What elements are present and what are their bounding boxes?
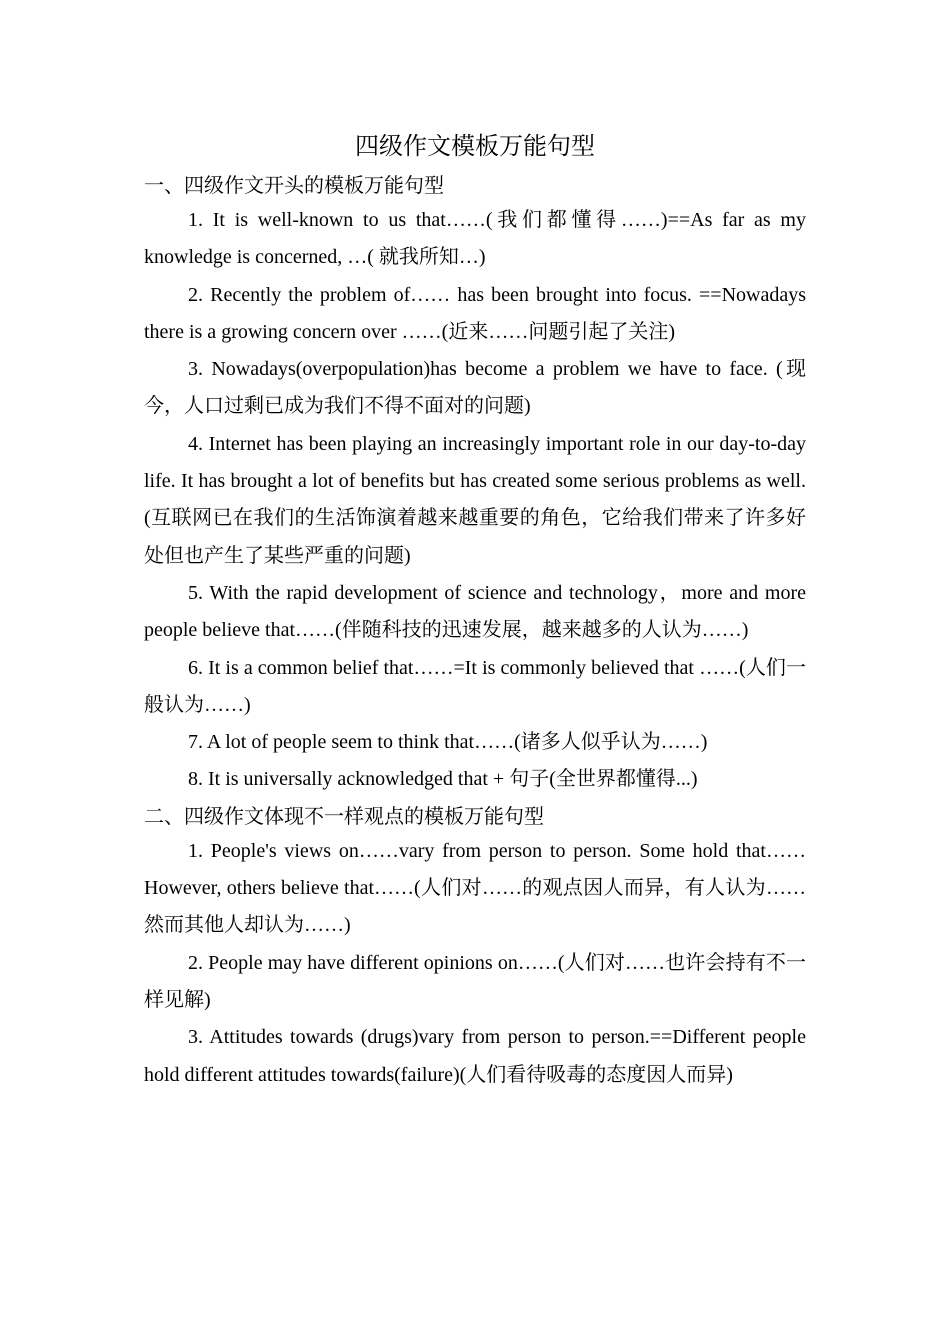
section-heading-opening: 一、四级作文开头的模板万能句型 [144,173,444,197]
document-page [144,130,806,1094]
sentence-item: 4. Internet has been playing an increasingly important role in our day-to-day life. It has brought a lot of benefits but has created some serious problems as well.(互联网已在我们的生活饰演着越来越重要的角色，它给我们带来了许多好处但也产生了某些严重的问题) [144,432,806,567]
document-title: 四级作文模板万能句型 [355,134,595,160]
sentence-item: 3. Nowadays(overpopulation)has become a problem we have to face. (现今，人口过剩已成为我们不得不面对的问题) [144,358,806,418]
sentence-item: 6. It is a common belief that……=It is commonly believed that ……(人们一般认为……) [144,656,806,716]
section-heading-different-views: 二、四级作文体现不一样观点的模板万能句型 [144,803,544,828]
sentence-item: 1. It is well-known to us that……(我们都懂得……)==As far as my knowledge is concerned, …( 就我所知…) [144,209,806,269]
sentence-item: 8. It is universally acknowledged that + 句子(全世界都懂得...) [188,768,698,791]
sentence-item: 5. With the rapid development of science and technology，more and more people believe that……(伴随科技的迅速发展，越来越多的人认为……) [144,581,806,642]
sentence-item: 2. Recently the problem of…… has been brought into focus. ==Nowadays there is a growing concern over ……(近来……问题引起了关注) [144,283,806,343]
sentence-item: 7. A lot of people seem to think that……(诸多人似乎认为……) [188,731,708,754]
sentence-item: 1. People's views on……vary from person to person. Some hold that……However, others believe that……(人们对……的观点因人而异，有人认为……然而其他人却认为……) [144,839,806,937]
sentence-item: 3. Attitudes towards (drugs)vary from person to person.==Different people hold different attitudes towards(failure)(人们看待吸毒的态度因人而异) [144,1026,806,1086]
sentence-item: 2. People may have different opinions on……(人们对……也许会持有不一样见解) [144,951,806,1011]
